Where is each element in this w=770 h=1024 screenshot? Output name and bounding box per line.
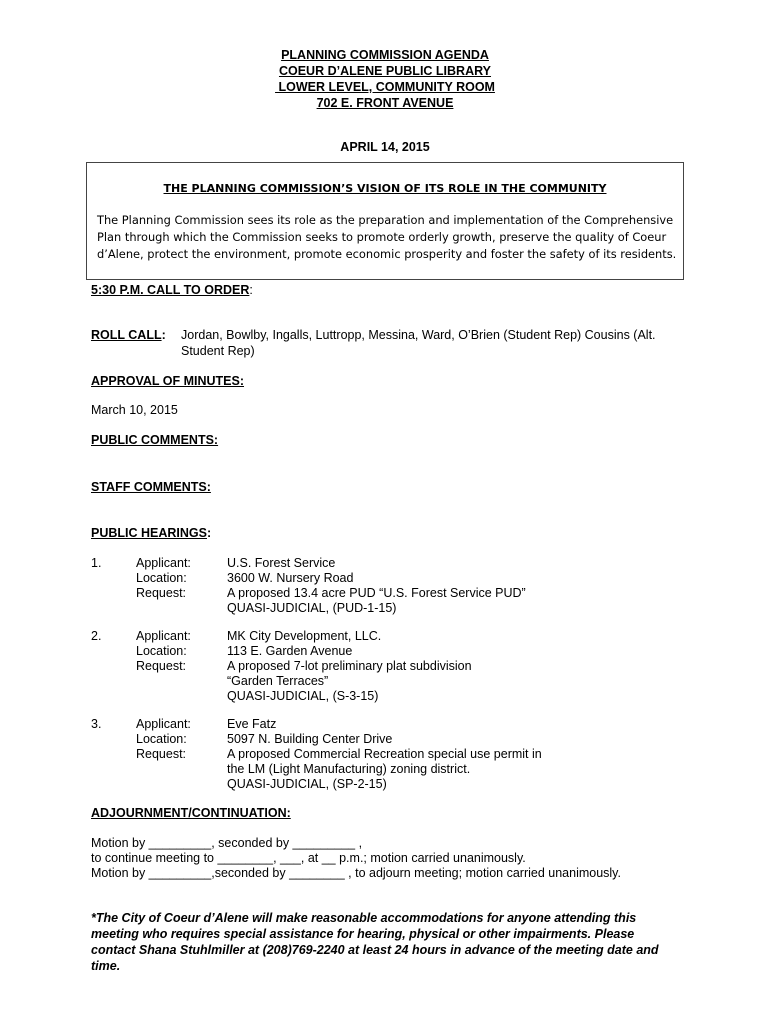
- location-value: 113 E. Garden Avenue: [227, 644, 353, 658]
- location-value: 5097 N. Building Center Drive: [227, 732, 393, 746]
- request-value: A proposed 7-lot preliminary plat subdivision: [227, 659, 472, 673]
- adjournment-heading: ADJOURNMENT/CONTINUATION:: [91, 806, 291, 820]
- meeting-date: APRIL 14, 2015: [340, 140, 430, 154]
- hearing-number: 1.: [91, 556, 102, 570]
- header-room: LOWER LEVEL, COMMUNITY ROOM: [275, 80, 495, 94]
- hearing-number: 3.: [91, 717, 102, 731]
- roll-call-heading: [91, 328, 166, 342]
- vision-body: The Planning Commission sees its role as the preparation and implementation of the Comprehensive Plan through which the Commission seeks to promote orderly growth, preserve the quality of Coeur d’Alene, protect the environment, promote economic prosperity and foster the safety of its residents.: [97, 213, 677, 261]
- request-label: Request:: [136, 586, 187, 600]
- public-hearings-heading: [91, 526, 211, 540]
- public-hearings-label: PUBLIC HEARINGS: [91, 526, 207, 540]
- approval-of-minutes-heading: APPROVAL OF MINUTES:: [91, 374, 245, 388]
- location-value: 3600 W. Nursery Road: [227, 571, 354, 585]
- call-to-order: [91, 283, 253, 297]
- request-label: Request:: [136, 659, 187, 673]
- hearing-labels: [136, 629, 191, 674]
- location-label: Location:: [136, 644, 187, 658]
- request-value: A proposed Commercial Recreation special use permit in: [227, 747, 542, 761]
- continuation-line: to continue meeting to ________, ___, at __ p.m.; motion carried unanimously.: [91, 851, 526, 865]
- agenda-header: [0, 47, 770, 111]
- header-address: 702 E. FRONT AVENUE: [316, 96, 454, 110]
- roll-call-colon: :: [161, 328, 166, 342]
- hearing-values: [227, 629, 472, 704]
- case-number: QUASI-JUDICIAL, (S-3-15): [227, 689, 379, 703]
- hearing-values: [227, 717, 542, 792]
- vision-box: [86, 162, 684, 280]
- staff-comments-heading: STAFF COMMENTS:: [91, 480, 211, 494]
- case-number: QUASI-JUDICIAL, (PUD-1-15): [227, 601, 397, 615]
- request-value-cont: the LM (Light Manufacturing) zoning district.: [227, 762, 471, 776]
- header-venue: COEUR D’ALENE PUBLIC LIBRARY: [278, 64, 492, 78]
- roll-call-names: Jordan, Bowlby, Ingalls, Luttropp, Messina, Ward, O’Brien (Student Rep) Cousins (Alt.: [181, 328, 656, 342]
- location-label: Location:: [136, 732, 187, 746]
- roll-call-label: ROLL CALL: [91, 328, 162, 342]
- vision-title: THE PLANNING COMMISSION’S VISION OF ITS ROLE IN THE COMMUNITY: [163, 182, 607, 195]
- adjournment-motion-line: Motion by _________, seconded by _________ ,: [91, 836, 363, 850]
- applicant-value: Eve Fatz: [227, 717, 277, 731]
- request-label: Request:: [136, 747, 187, 761]
- header-title: PLANNING COMMISSION AGENDA: [281, 48, 489, 62]
- hearing-labels: [136, 717, 191, 762]
- call-to-order-label: 5:30 P.M. CALL TO ORDER: [91, 283, 250, 297]
- request-value: A proposed 13.4 acre PUD “U.S. Forest Service PUD”: [227, 586, 526, 600]
- case-number: QUASI-JUDICIAL, (SP-2-15): [227, 777, 387, 791]
- adjourn-motion-line: Motion by _________,seconded by ________ , to adjourn meeting; motion carried unanimously.: [91, 866, 621, 880]
- public-hearings-colon: :: [206, 526, 212, 540]
- hearing-labels: [136, 556, 191, 601]
- hearing-number: 2.: [91, 629, 102, 643]
- applicant-value: U.S. Forest Service: [227, 556, 336, 570]
- minutes-date: March 10, 2015: [91, 403, 178, 417]
- applicant-label: Applicant:: [136, 556, 191, 570]
- public-comments-heading: PUBLIC COMMENTS:: [91, 433, 219, 447]
- request-value-cont: “Garden Terraces”: [227, 674, 329, 688]
- roll-call-names-cont: Student Rep): [181, 344, 255, 358]
- applicant-label: Applicant:: [136, 717, 191, 731]
- hearing-values: [227, 556, 526, 616]
- applicant-label: Applicant:: [136, 629, 191, 643]
- accommodation-notice: *The City of Coeur d’Alene will make reasonable accommodations for anyone attending this meeting who requires special assistance for hearing, physical or other impairments. Please contact Shana Stuhlmiller at (208)769-2240 at least 24 hours in advance of the meeting date and time.: [91, 911, 659, 973]
- applicant-value: MK City Development, LLC.: [227, 629, 382, 643]
- call-to-order-colon: :: [249, 283, 253, 297]
- location-label: Location:: [136, 571, 187, 585]
